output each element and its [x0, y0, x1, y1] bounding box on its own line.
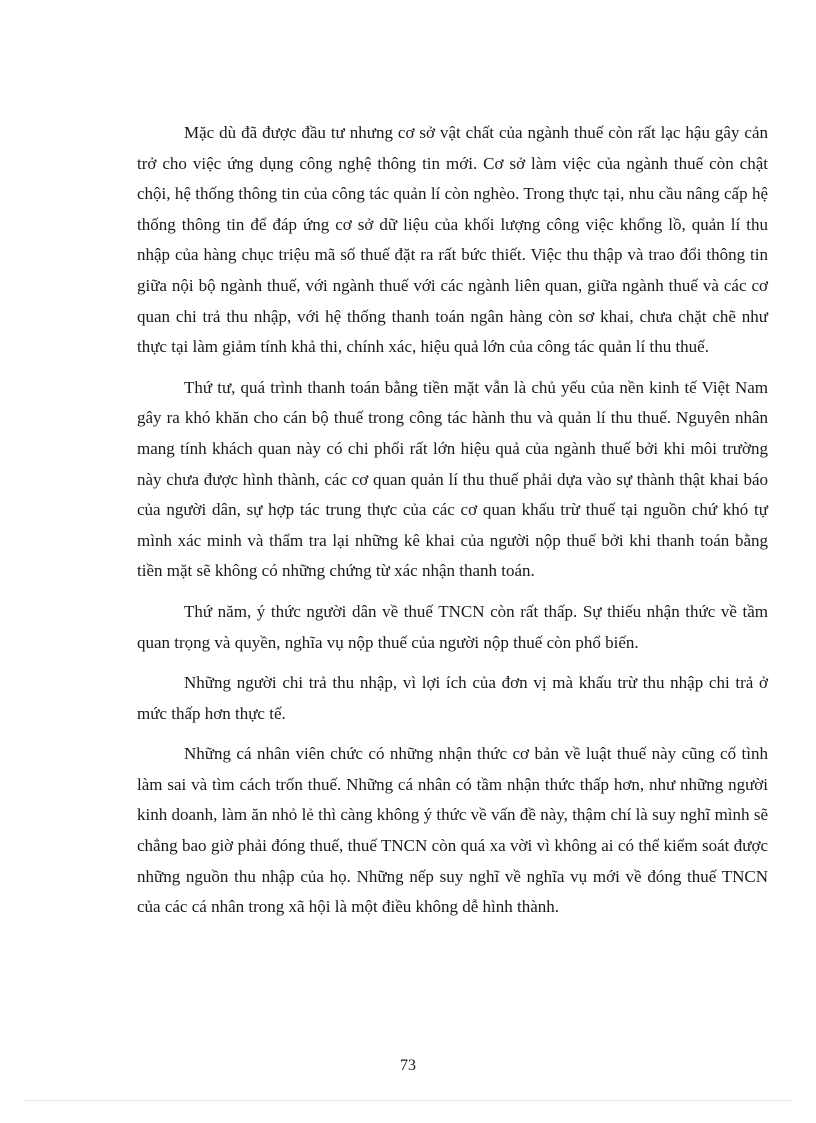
- paragraph-5: Những cá nhân viên chức có những nhận thức cơ bản về luật thuế này cũng cố tình làm sai và tìm cách trốn thuế. Những cá nhân có tầm nhận thức thấp hơn, như những người kinh doanh, làm ăn nhỏ lẻ thì càng không ý thức về vấn đề này, thậm chí là suy nghĩ mình sẽ chẳng bao giờ phải đóng thuế, thuế TNCN còn quá xa vời vì không ai có thể kiểm soát được những nguồn thu nhập của họ. Những nếp suy nghĩ về nghĩa vụ mới về đóng thuế TNCN của các cá nhân trong xã hội là một điều không dễ hình thành.: [137, 744, 768, 917]
- body-text: [137, 118, 768, 933]
- page-bottom-divider: [25, 1100, 791, 1101]
- page-number: 73: [400, 1057, 416, 1074]
- paragraph-3: Thứ năm, ý thức người dân về thuế TNCN còn rất thấp. Sự thiếu nhận thức về tầm quan trọng và quyền, nghĩa vụ nộp thuế của người nộp thuế còn phổ biến.: [137, 601, 768, 652]
- paragraph-4: Những người chi trả thu nhập, vì lợi ích của đơn vị mà khấu trừ thu nhập chi trả ở mức thấp hơn thực tế.: [137, 673, 768, 723]
- paragraph-1: Mặc dù đã được đầu tư nhưng cơ sở vật chất của ngành thuế còn rất lạc hậu gây cản trở cho việc ứng dụng công nghệ thông tin mới. Cơ sở làm việc của ngành thuế còn chật chội, hệ thống thông tin của công tác quản lí còn nghèo. Trong thực tại, nhu cầu nâng cấp hệ thống thông tin để đáp ứng cơ sở dữ liệu của khối lượng công việc khổng lồ, quản lí thu nhập của hàng chục triệu mã số thuế đặt ra rất bức thiết. Việc thu thập và trao đổi thông tin giữa nội bộ ngành thuế, với ngành thuế với các ngành liên quan, giữa ngành thuế và các cơ quan chi trả thu nhập, với hệ thống thanh toán ngân hàng còn sơ khai, chưa chặt chẽ như thực tại làm giảm tính khả thi, chính xác, hiệu quả lớn của công tác quản lí thu thuế.: [137, 123, 768, 357]
- paragraph-2: Thứ tư, quá trình thanh toán bằng tiền mặt vẫn là chủ yếu của nền kinh tế Việt Nam gây ra khó khăn cho cán bộ thuế trong công tác hành thu và quản lí thu thuế. Nguyên nhân mang tính khách quan này có chi phối rất lớn hiệu quả của ngành thuế bởi khi môi trường này chưa được hình thành, các cơ quan quản lí thu thuế phải dựa vào sự thành thật khai báo của người dân, sự hợp tác trung thực của các cơ quan khấu trừ thuế tại nguồn chứ khó tự mình xác minh và thẩm tra lại những kê khai của người nộp thuế bởi khi thanh toán bằng tiền mặt sẽ không có những chứng từ xác nhận thanh toán.: [137, 377, 768, 581]
